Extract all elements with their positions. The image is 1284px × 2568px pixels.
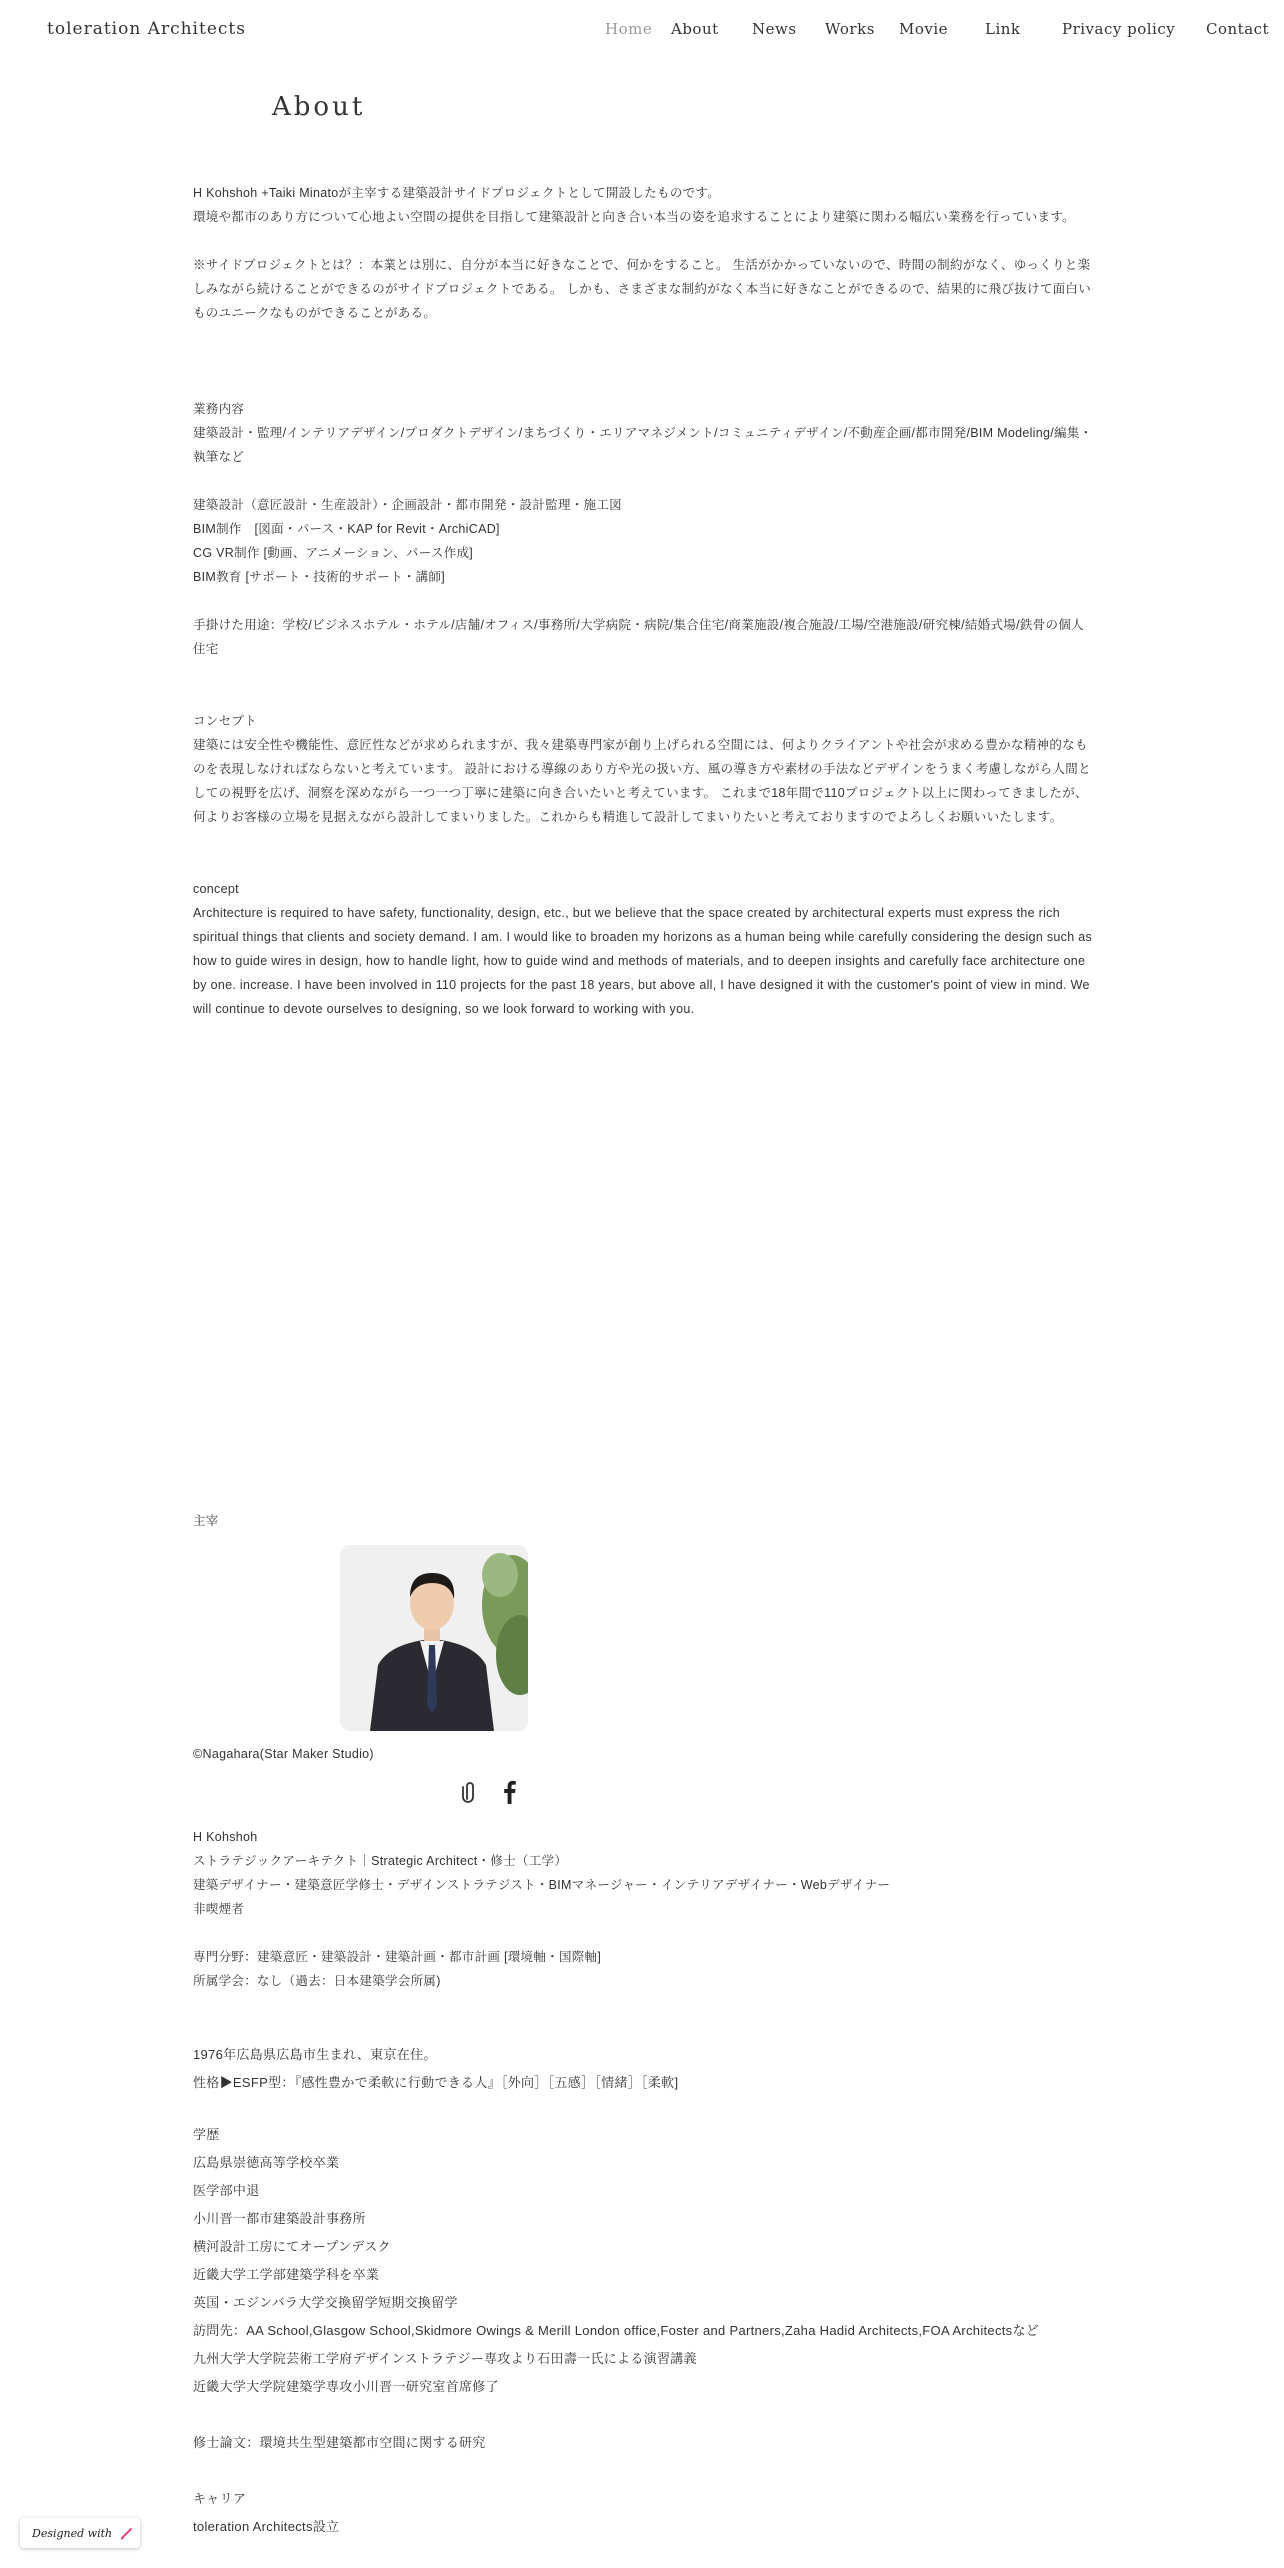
principal-profile: [193, 1825, 1093, 2541]
education-item: 小川晋一都市建築設計事務所: [193, 2211, 366, 2226]
facebook-icon[interactable]: [498, 1779, 522, 1805]
profile-birth: 1976年広島県広島市生まれ、東京在住。 性格▶ESFP型：『感性豊かで柔軟に行動できる人』［外向］［五感］［情緒］［柔軟]: [193, 2047, 679, 2090]
designed-with-badge[interactable]: [20, 2518, 140, 2548]
nav-privacy-policy[interactable]: Privacy policy: [1062, 20, 1176, 38]
page-title: About: [272, 92, 366, 122]
thesis: 修士論文：環境共生型建築都市空間に関する研究: [193, 2435, 486, 2450]
nav-link[interactable]: Link: [985, 20, 1021, 38]
main-nav: [0, 20, 1284, 44]
profile-title: H Kohshoh ストラテジックアーキテクト｜Strategic Architect・修士（工学） 建築デザイナー・建築意匠学修士・デザインストラテジスト・BIMマネージャー・インテリアデザイナー・Webデザイナー 非喫煙者: [193, 1830, 891, 1916]
education-item: 近畿大学大学院建築学専攻小川晋一研究室首席修了: [193, 2379, 499, 2394]
side-project-paragraph: ※サイドプロジェクトとは？：本業とは別に、自分が本当に好きなことで、何かをすること。 生活がかかっていないので、時間の制約がなく、ゆっくりと楽しみながら続けることができるのがサイドプロジェクトである。 しかも、さまざまな制約がなく本当に好きなことができるので、結果的に飛び抜けて面白いものユニークなものができることがある。: [193, 258, 1092, 320]
education-heading: 学歴: [193, 2127, 220, 2142]
nav-about[interactable]: About: [671, 20, 719, 38]
nav-news[interactable]: News: [752, 20, 797, 38]
career-heading: キャリア: [193, 2491, 247, 2506]
nav-home[interactable]: Home: [605, 20, 653, 38]
career-item: toleration Architects設立: [193, 2519, 340, 2534]
education-item: 訪問先：AA School,Glasgow School,Skidmore Owings & Merill London office,Foster and Partners,Zaha Hadid Architects,FOA Architectsなど: [193, 2323, 1040, 2338]
education-item: 九州大学大学院芸術工学府デザインストラテジー専攻より石田壽一氏による演習講義: [193, 2351, 697, 2366]
social-links: [458, 1779, 538, 1809]
nav-works[interactable]: Works: [825, 20, 875, 38]
nav-movie[interactable]: Movie: [899, 20, 949, 38]
site-header: [0, 0, 1284, 60]
concept-ja-body: 建築には安全性や機能性、意匠性などが求められますが、我々建築専門家が創り上げられる空間には、何よりクライアントや社会が求める豊かな精神的なものを表現しなければならないと考えています。 設計における導線のあり方や光の扱い方、風の導き方や素材の手法などデザインをうまく考慮しながら人間としての視野を広げ、洞察を深めながら一つ一つ丁寧に建築に向き合いたいと考えています。 これまで18年間で110プロジェクト以上に関わってきましたが、何よりお客様の立場を見据えながら設計してまいりました。これからも精進して設計してまいりたいと考えておりますのでよろしくお願いいたします。: [193, 738, 1091, 824]
education-item: 近畿大学工学部建築学科を卒業: [193, 2267, 380, 2282]
nav-contact[interactable]: Contact: [1206, 20, 1270, 38]
profile-fields: 専門分野：建築意匠・建築設計・建築計画・都市計画 [環境軸・国際軸] 所属学会：なし（過去：日本建築学会所属): [193, 1950, 602, 1988]
intro-paragraph: H Kohshoh +Taiki Minatoが主宰する建築設計サイドプロジェクトとして開設したものです。 環境や都市のあり方について心地よい空間の提供を目指して建築設計と向き合い本当の姿を追求することにより建築に関わる幅広い業務を行っています。: [193, 186, 1075, 224]
education-item: 英国・エジンバラ大学交換留学短期交換留学: [193, 2295, 458, 2310]
designed-with-label: Designed with: [32, 2526, 113, 2540]
education-item: 医学部中退: [193, 2183, 260, 2198]
photo-credit: ©Nagahara(Star Maker Studio): [193, 1747, 374, 1761]
principal-heading: 主宰: [193, 1514, 219, 1528]
principal-photo: [340, 1545, 528, 1731]
services-details: 建築設計（意匠設計・生産設計）・企画設計・都市開発・設計監理・施工図 BIM制作 [図面・パース・KAP for Revit・ArchiCAD] CG VR制作 [動画、アニメーション、パース作成] BIM教育 [サポート・技術的サポート・講師]: [193, 498, 622, 584]
pen-mark-icon: [120, 2526, 134, 2540]
concept-ja-heading: コンセプト: [193, 714, 258, 728]
concept-en-body: Architecture is required to have safety, functionality, design, etc., but we believe that the space created by architectural experts must express the rich spiritual things that clients and society demand. I am. I would like to broaden my horizons as a human being while carefully considering the design such as how to guide wires in design, how to handle light, how to guide wind and methods of materials, and to deepen insights and carefully face architecture one by one. increase. I have been involved in 110 projects for the past 18 years, but above all, I have designed it with the customer's point of view in mind. We will continue to devote ourselves to designing, so we look forward to working with you.: [193, 906, 1093, 1016]
about-content: [193, 181, 1093, 1021]
services-list: 建築設計・監理/インテリアデザイン/プロダクトデザイン/まちづくり・エリアマネジメント/コミュニティデザイン/不動産企画/都市開発/BIM Modeling/編集・執筆など: [193, 426, 1093, 464]
project-uses: 手掛けた用途：学校/ビジネスホテル・ホテル/店舗/オフィス/事務所/大学病院・病院/集合住宅/商業施設/複合施設/工場/空港施設/研究棟/結婚式場/鉄骨の個人住宅: [193, 618, 1084, 656]
education-item: 横河設計工房にてオープンデスク: [193, 2239, 391, 2254]
concept-en-heading: concept: [193, 882, 239, 896]
education-item: 広島県崇徳高等学校卒業: [193, 2155, 340, 2170]
site-logo[interactable]: toleration Architects: [47, 19, 246, 39]
paperclip-icon[interactable]: [458, 1779, 482, 1805]
services-heading: 業務内容: [193, 402, 245, 416]
